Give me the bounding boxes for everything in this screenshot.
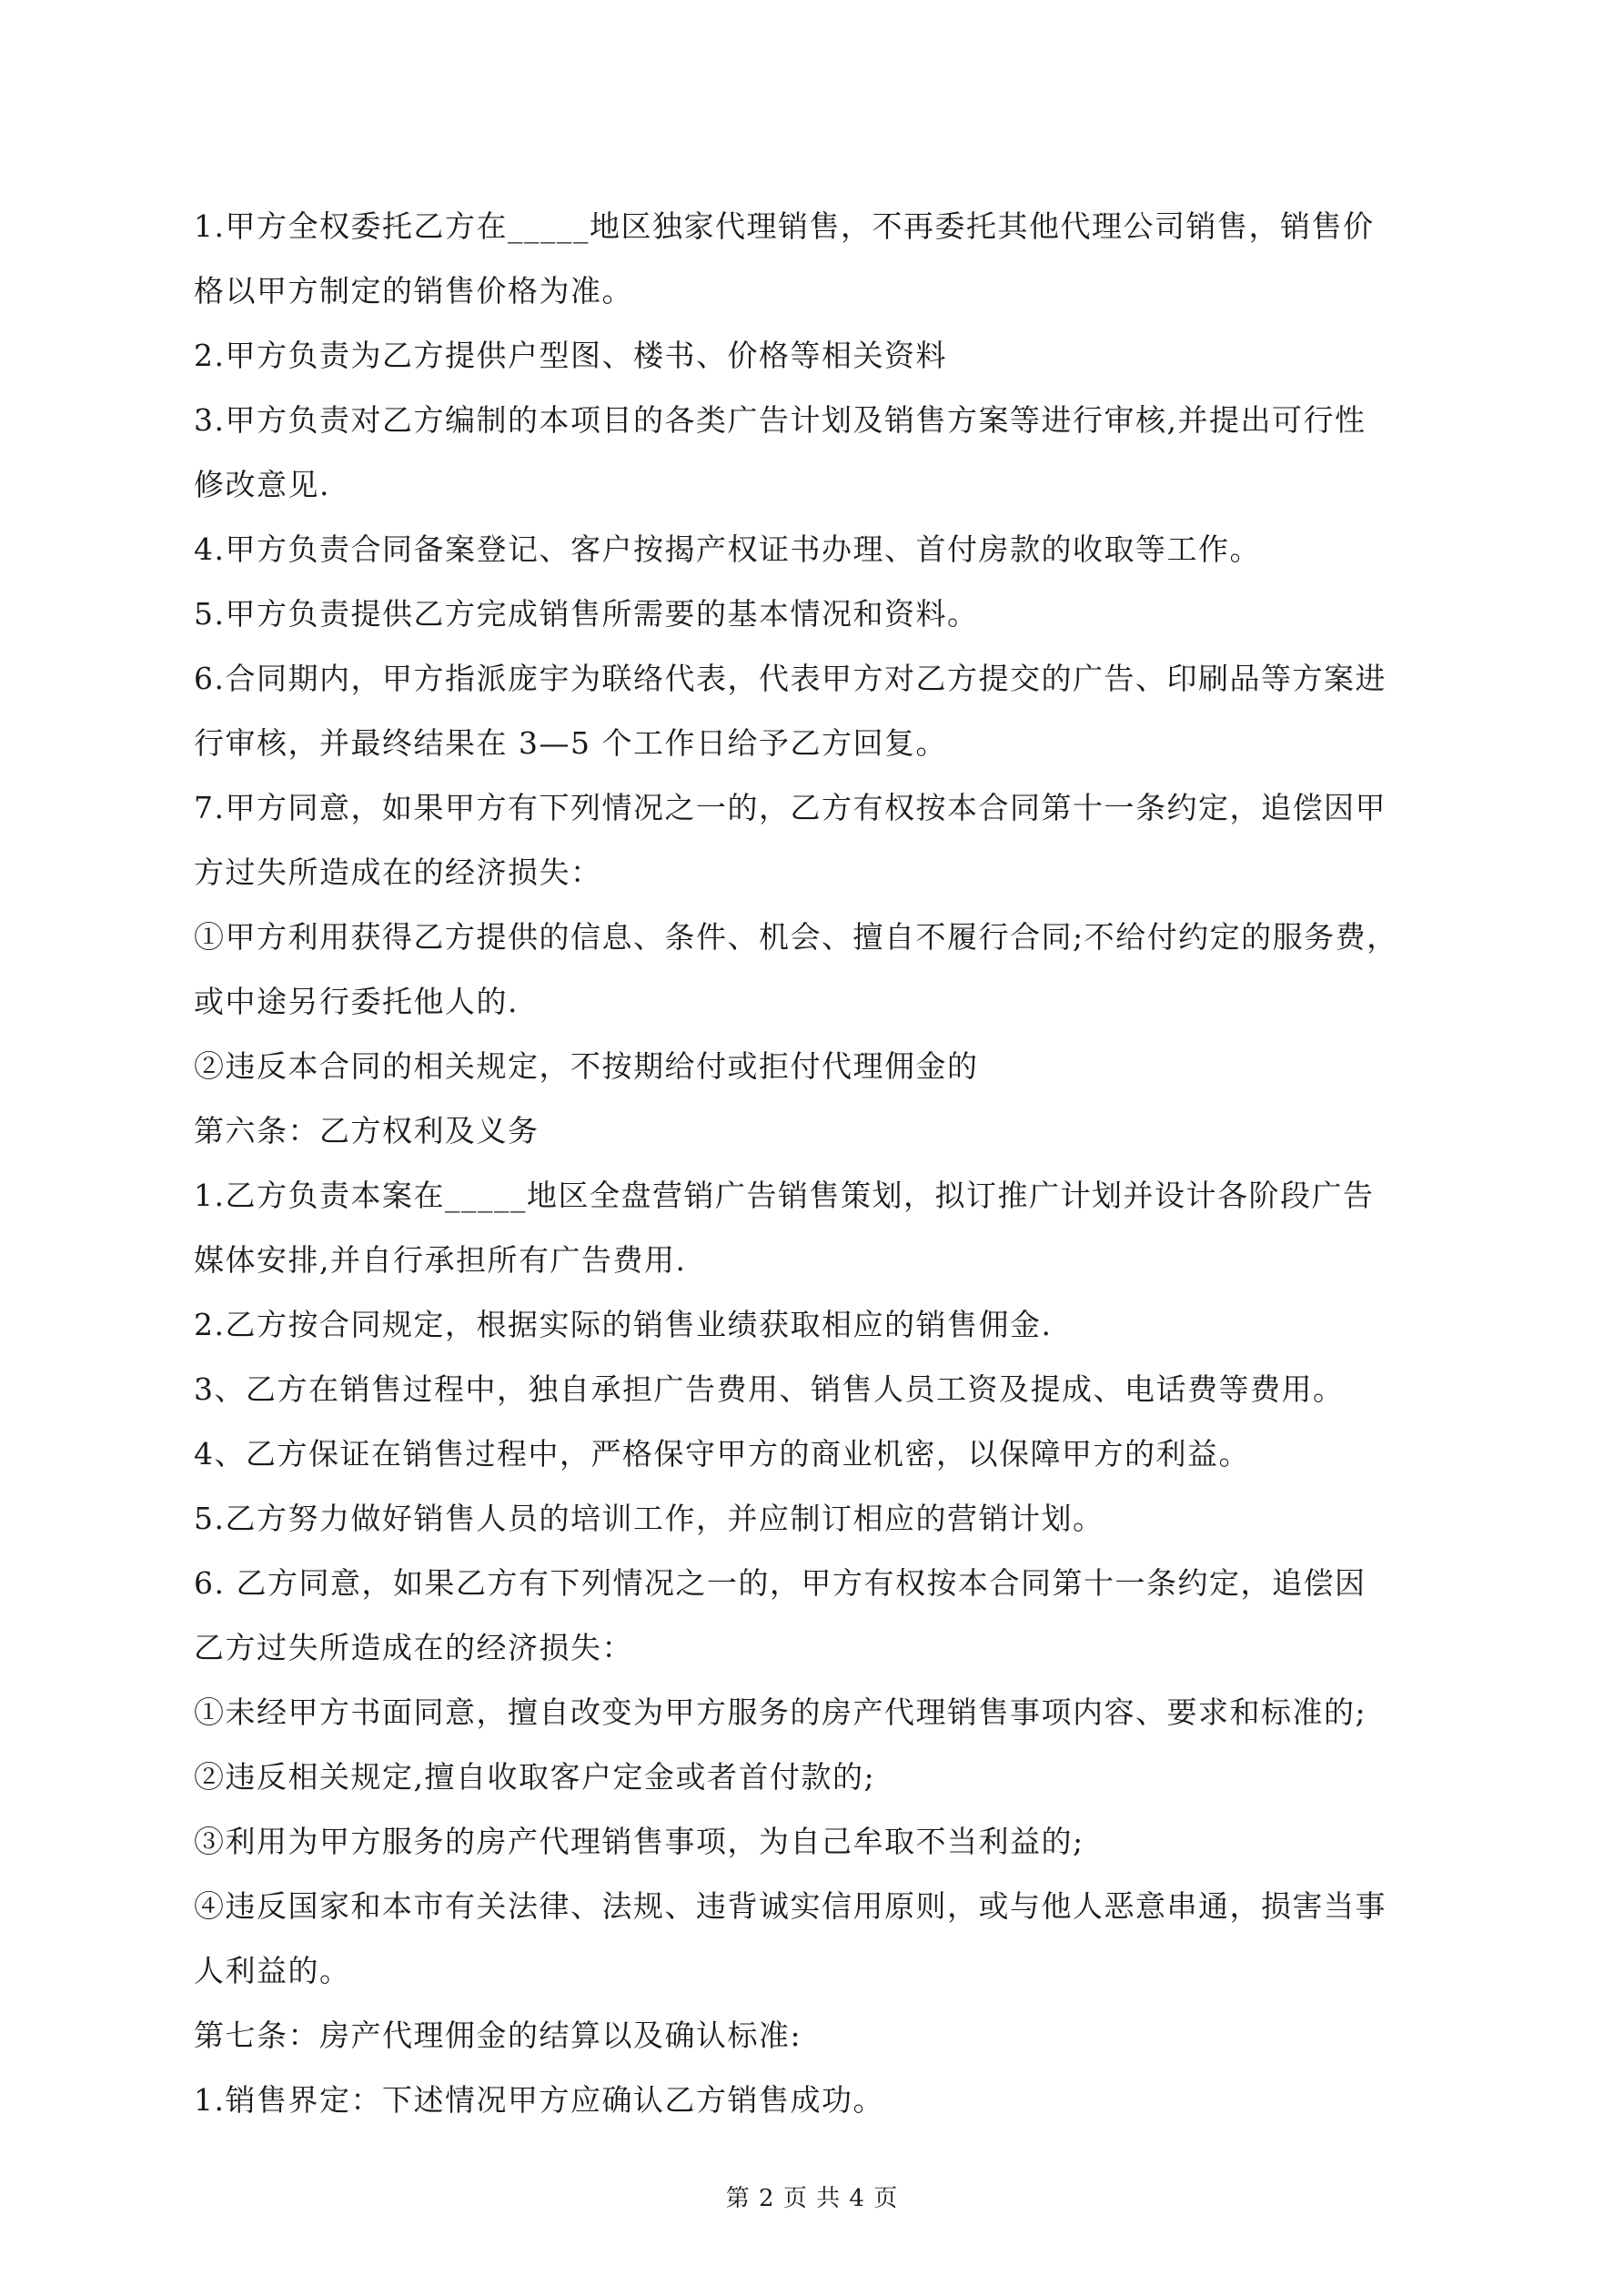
text-line: 6. 乙方同意，如果乙方有下列情况之一的，甲方有权按本合同第十一条约定，追偿因 — [194, 1565, 1367, 1601]
text-line: 行审核，并最终结果在 3—5 个工作日给予乙方回复。 — [194, 725, 947, 761]
text-line: 4、乙方保证在销售过程中，严格保守甲方的商业机密，以保障甲方的利益。 — [194, 1436, 1250, 1472]
text-line: 1.销售界定：下述情况甲方应确认乙方销售成功。 — [194, 2082, 884, 2118]
text-line: ①未经甲方书面同意，擅自改变为甲方服务的房产代理销售事项内容、要求和标准的; — [194, 1694, 1367, 1730]
text-line: 媒体安排,并自行承担所有广告费用. — [194, 1242, 687, 1278]
text-line: 5.乙方努力做好销售人员的培训工作，并应制订相应的营销计划。 — [194, 1501, 1105, 1536]
text-line: 2.乙方按合同规定，根据实际的销售业绩获取相应的销售佣金. — [194, 1307, 1053, 1342]
document-body — [194, 207, 1442, 2146]
text-line: 6.合同期内，甲方指派庞宇为联络代表，代表甲方对乙方提交的广告、印刷品等方案进 — [194, 661, 1387, 696]
text-line: ②违反相关规定,擅自收取客户定金或者首付款的; — [194, 1759, 876, 1795]
text-line: 修改意见. — [194, 467, 330, 502]
text-line: 1.乙方负责本案在_____地区全盘营销广告销售策划，拟订推广计划并设计各阶段广告 — [194, 1178, 1375, 1213]
text-line: 方过失所造成在的经济损失： — [194, 855, 602, 890]
text-line: 5.甲方负责提供乙方完成销售所需要的基本情况和资料。 — [194, 596, 979, 632]
text-line: 乙方过失所造成在的经济损失： — [194, 1630, 633, 1665]
text-line: ②违反本合同的相关规定，不按期给付或拒付代理佣金的 — [194, 1048, 979, 1084]
section-heading: 第七条：房产代理佣金的结算以及确认标准: — [194, 2018, 802, 2053]
text-line: 1.甲方全权委托乙方在_____地区独家代理销售，不再委托其他代理公司销售，销售价 — [194, 208, 1375, 244]
text-line: 格以甲方制定的销售价格为准。 — [194, 273, 633, 308]
text-line: 2.甲方负责为乙方提供户型图、楼书、价格等相关资料 — [194, 338, 947, 373]
text-line: 4.甲方负责合同备案登记、客户按揭产权证书办理、首付房款的收取等工作。 — [194, 531, 1261, 567]
text-line: ③利用为甲方服务的房产代理销售事项，为自己牟取不当利益的; — [194, 1824, 1084, 1859]
text-line: 7.甲方同意，如果甲方有下列情况之一的，乙方有权按本合同第十一条约定，追偿因甲 — [194, 790, 1387, 825]
text-line: 3、乙方在销售过程中，独自承担广告费用、销售人员工资及提成、电话费等费用。 — [194, 1371, 1345, 1407]
text-line: ④违反国家和本市有关法律、法规、违背诚实信用原则，或与他人恶意串通，损害当事 — [194, 1888, 1387, 1924]
text-line: ①甲方利用获得乙方提供的信息、条件、机会、擅自不履行合同;不给付约定的服务费， — [194, 919, 1398, 955]
text-line: 或中途另行委托他人的. — [194, 984, 519, 1019]
section-heading: 第六条：乙方权利及义务 — [194, 1113, 540, 1148]
text-line: 人利益的。 — [194, 1953, 351, 1988]
page-footer: 第 2 页 共 4 页 — [725, 2185, 899, 2212]
text-line: 3.甲方负责对乙方编制的本项目的各类广告计划及销售方案等进行审核,并提出可行性 — [194, 402, 1367, 438]
